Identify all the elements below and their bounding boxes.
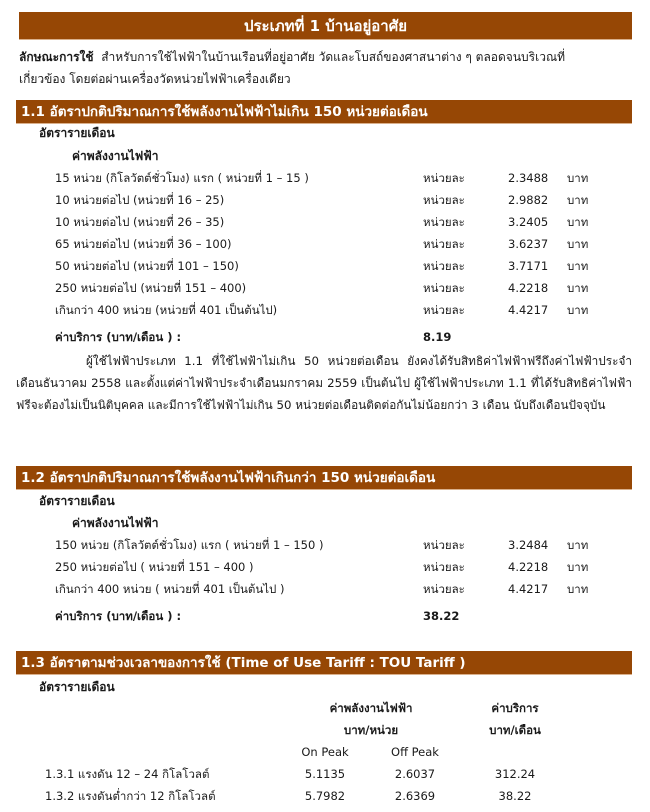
rate-row bbox=[0, 299, 650, 321]
rate-desc: 50 หน่วยต่อไป (หน่วยที่ 101 – 150) bbox=[55, 259, 239, 273]
tou-on-peak-value: 5.7982 bbox=[304, 789, 346, 803]
tou-energy-unit: บาท/หน่วย bbox=[343, 723, 399, 737]
tou-service-value: 312.24 bbox=[494, 767, 536, 781]
tou-energy-header: ค่าพลังงานไฟฟ้า bbox=[329, 701, 413, 715]
rate-value: 4.4217 bbox=[508, 303, 549, 317]
rate-unit: หน่วยละ bbox=[423, 259, 465, 273]
rate-currency: บาท bbox=[567, 193, 589, 207]
rate-unit: หน่วยละ bbox=[423, 171, 465, 185]
tou-service-header: ค่าบริการ bbox=[491, 701, 539, 715]
rate-desc: 250 หน่วยต่อไป ( หน่วยที่ 151 – 400 ) bbox=[55, 560, 254, 574]
rate-value: 4.2218 bbox=[508, 560, 549, 574]
tou-service-value: 38.22 bbox=[498, 789, 532, 803]
rate-desc: 10 หน่วยต่อไป (หน่วยที่ 26 – 35) bbox=[55, 215, 225, 229]
rate-currency: บาท bbox=[567, 215, 589, 229]
rate-desc: 10 หน่วยต่อไป (หน่วยที่ 16 – 25) bbox=[55, 193, 225, 207]
rate-row bbox=[0, 534, 650, 556]
rate-desc: 15 หน่วย (กิโลวัตต์ชั่วโมง) แรก ( หน่วยที่ 1 – 15 ) bbox=[55, 171, 309, 185]
rate-row bbox=[0, 556, 650, 578]
section-1-1-header: 1.1 อัตราปกติปริมาณการใช้พลังงานไฟฟ้าไม่เกิน 150 หน่วยต่อเดือน bbox=[16, 100, 632, 124]
rate-row bbox=[0, 255, 650, 277]
tou-on-peak-header: On Peak bbox=[301, 745, 349, 759]
rate-row bbox=[0, 578, 650, 600]
rate-unit: หน่วยละ bbox=[423, 237, 465, 251]
usage-line-2: เกี่ยวข้อง โดยต่อผ่านเครื่องวัดหน่วยไฟฟ้าเครื่องเดียว bbox=[19, 72, 291, 86]
service-fee-value: 38.22 bbox=[423, 609, 460, 623]
rate-unit: หน่วยละ bbox=[423, 582, 465, 596]
rate-row bbox=[0, 233, 650, 255]
section-1-1-monthly-label: อัตรารายเดือน bbox=[39, 126, 115, 140]
section-1-2-monthly-label: อัตรารายเดือน bbox=[39, 494, 115, 508]
tou-off-peak-value: 2.6369 bbox=[394, 789, 436, 803]
rate-value: 2.3488 bbox=[508, 171, 549, 185]
service-fee-label: ค่าบริการ (บาท/เดือน ) : bbox=[55, 330, 182, 344]
page-title: ประเภทที่ 1 บ้านอยู่อาศัย bbox=[19, 12, 632, 40]
rate-unit: หน่วยละ bbox=[423, 538, 465, 552]
service-fee-row bbox=[0, 605, 650, 627]
rate-row bbox=[0, 277, 650, 299]
rate-unit: หน่วยละ bbox=[423, 215, 465, 229]
rate-unit: หน่วยละ bbox=[423, 560, 465, 574]
usage-line-1 bbox=[19, 46, 565, 68]
rate-currency: บาท bbox=[567, 259, 589, 273]
rate-currency: บาท bbox=[567, 582, 589, 596]
rate-value: 4.2218 bbox=[508, 281, 549, 295]
section-1-2-header: 1.2 อัตราปกติปริมาณการใช้พลังงานไฟฟ้าเกินกว่า 150 หน่วยต่อเดือน bbox=[16, 466, 632, 490]
usage-label: ลักษณะการใช้ bbox=[19, 50, 94, 64]
rate-unit: หน่วยละ bbox=[423, 303, 465, 317]
section-1-2-energy-label: ค่าพลังงานไฟฟ้า bbox=[72, 516, 159, 530]
rate-currency: บาท bbox=[567, 538, 589, 552]
rate-value: 3.2484 bbox=[508, 538, 549, 552]
rate-desc: 65 หน่วยต่อไป (หน่วยที่ 36 – 100) bbox=[55, 237, 232, 251]
tou-off-peak-value: 2.6037 bbox=[394, 767, 436, 781]
rate-unit: หน่วยละ bbox=[423, 193, 465, 207]
rate-currency: บาท bbox=[567, 237, 589, 251]
rate-value: 3.2405 bbox=[508, 215, 549, 229]
rate-row bbox=[0, 167, 650, 189]
usage-text-1: สำหรับการใช้ไฟฟ้าในบ้านเรือนที่อยู่อาศัย วัดและโบสถ์ของศาสนาต่าง ๆ ตลอดจนบริเวณที่ bbox=[101, 50, 565, 64]
rate-value: 4.4217 bbox=[508, 582, 549, 596]
free-electricity-note: ผู้ใช้ไฟฟ้าประเภท 1.1 ที่ใช้ไฟฟ้าไม่เกิน 50 หน่วยต่อเดือน ยังคงได้รับสิทธิค่าไฟฟ้าฟรีถึงค่าไฟฟ้าประจำเดือนธันวาคม 2558 และตั้งแต่ค่าไฟฟ้าประจำเดือนมกราคม 2559 เป็นต้นไป ผู้ใช้ไฟฟ้าประเภท 1.1 ที่ได้รับสิทธิค่าไฟฟ้าฟรีจะต้องไม่เป็นนิติบุคคล และมีการใช้ไฟฟ้าไม่เกิน 50 หน่วยต่อเดือนติดต่อกันไม่น้อยกว่า 3 เดือน นับถึงเดือนปัจจุบัน bbox=[16, 354, 632, 412]
section-1-1-energy-label: ค่าพลังงานไฟฟ้า bbox=[72, 149, 159, 163]
service-fee-row bbox=[0, 326, 650, 348]
rate-unit: หน่วยละ bbox=[423, 281, 465, 295]
rate-row bbox=[0, 211, 650, 233]
rate-currency: บาท bbox=[567, 560, 589, 574]
rate-currency: บาท bbox=[567, 303, 589, 317]
rate-currency: บาท bbox=[567, 171, 589, 185]
rate-value: 3.7171 bbox=[508, 259, 549, 273]
rate-currency: บาท bbox=[567, 281, 589, 295]
section-1-3-monthly-label: อัตรารายเดือน bbox=[39, 680, 115, 694]
service-fee-label: ค่าบริการ (บาท/เดือน ) : bbox=[55, 609, 182, 623]
tou-service-unit: บาท/เดือน bbox=[489, 723, 541, 737]
tou-row-desc: 1.3.2 แรงดันต่ำกว่า 12 กิโลโวลต์ bbox=[45, 789, 216, 803]
service-fee-value: 8.19 bbox=[423, 330, 452, 344]
rate-desc: 250 หน่วยต่อไป (หน่วยที่ 151 – 400) bbox=[55, 281, 247, 295]
tou-off-peak-header: Off Peak bbox=[391, 745, 439, 759]
rate-desc: เกินกว่า 400 หน่วย ( หน่วยที่ 401 เป็นต้นไป ) bbox=[55, 582, 285, 596]
tou-row-desc: 1.3.1 แรงดัน 12 – 24 กิโลโวลต์ bbox=[45, 767, 210, 781]
rate-value: 3.6237 bbox=[508, 237, 549, 251]
tou-on-peak-value: 5.1135 bbox=[304, 767, 346, 781]
rate-row bbox=[0, 189, 650, 211]
rate-desc: 150 หน่วย (กิโลวัตต์ชั่วโมง) แรก ( หน่วยที่ 1 – 150 ) bbox=[55, 538, 324, 552]
rate-value: 2.9882 bbox=[508, 193, 549, 207]
section-1-3-header: 1.3 อัตราตามช่วงเวลาของการใช้ (Time of Use Tariff : TOU Tariff ) bbox=[16, 651, 632, 675]
rate-desc: เกินกว่า 400 หน่วย (หน่วยที่ 401 เป็นต้นไป) bbox=[55, 303, 278, 317]
